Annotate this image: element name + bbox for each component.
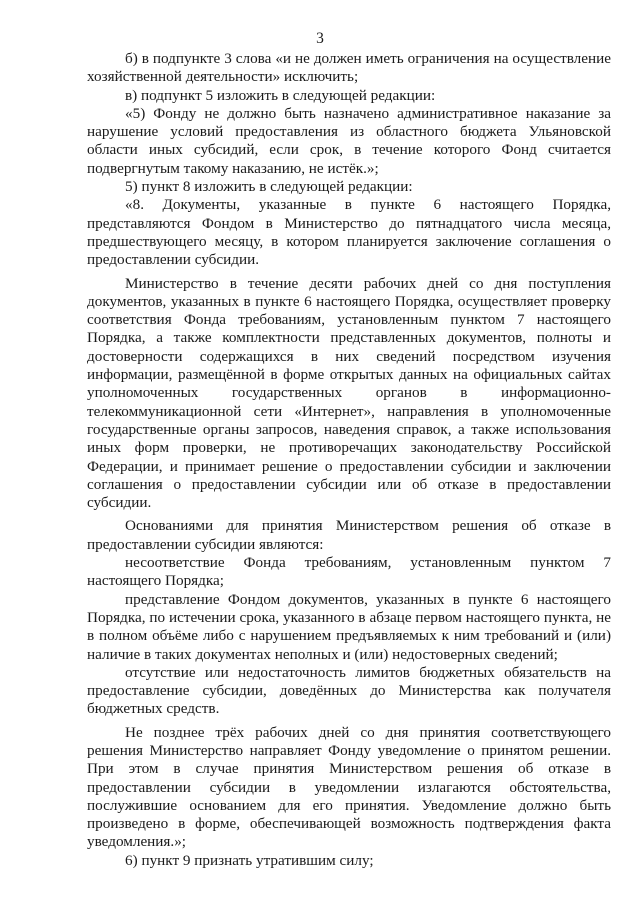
paragraph-notification: Не позднее трёх рабочих дней со дня принятия соответствующего решения Министерство направляет Фонду уведомление о принятом решении. При этом в случае принятия Министерством решения об отказе в предоставлении субсидии в уведомлении излагаются обстоятельства, послужившие основанием для его принятия. Уведомление должно быть произведено в форме, обеспечивающей возможность подтверждения факта уведомления.»;	[87, 723, 611, 851]
paragraph-quote-5: «5) Фонду не должно быть назначено административное наказание за нарушение условий предоставления из областного бюджета Ульяновской области иных субсидий, если срок, в течение которого Фонд считается подвергнутым такому наказанию, не истёк.»;	[87, 104, 611, 177]
paragraph-refusal-grounds: Основаниями для принятия Министерством решения об отказе в предоставлении субсидии являются:	[87, 517, 611, 553]
paragraph-ground-nonconformity: несоответствие Фонда требованиям, установленным пунктом 7 настоящего Порядка;	[87, 554, 611, 590]
page-number: 3	[316, 30, 324, 47]
paragraph-quote-8: «8. Документы, указанные в пункте 6 настоящего Порядка, представляются Фондом в Министерство до пятнадцатого числа месяца, предшествующего месяцу, в котором планируется заключение соглашения о предоставлении субсидии.	[87, 196, 611, 269]
document-body	[87, 50, 611, 870]
paragraph-subpoint-v: в) подпункт 5 изложить в следующей редакции:	[125, 86, 436, 104]
paragraph-ground-documents: представление Фондом документов, указанных в пункте 6 настоящего Порядка, по истечении срока, указанного в абзаце первом настоящего пункта, не в полном объёме либо с нарушением предъявляемых к ним требований и (или) наличие в таких документах неполных и (или) недостоверных сведений;	[87, 590, 611, 663]
paragraph-ground-limits: отсутствие или недостаточность лимитов бюджетных обязательств на предоставление субсидии, доведённых до Министерства как получателя бюджетных средств.	[87, 663, 611, 718]
paragraph-ministry-check: Министерство в течение десяти рабочих дней со дня поступления документов, указанных в пункте 6 настоящего Порядка, осуществляет проверку соответствия Фонда требованиям, установленным пунктом 7 настоящего Порядка, а также комплектности представленных документов, полноты и достоверности содержащихся в них сведений посредством изучения информации, размещённой в форме открытых данных на официальных сайтах уполномоченных государственных органов в информационно-телекоммуникационной сети «Интернет», направления в уполномоченные государственные органы запросов, наведения справок, а также использования иных форм проверки, не противоречащих законодательству Российской Федерации, и принимает решение о предоставлении субсидии и заключении соглашения о предоставлении субсидии или об отказе в предоставлении субсидии.	[87, 274, 611, 512]
paragraph-point-6: 6) пункт 9 признать утратившим силу;	[125, 851, 374, 869]
paragraph-point-5: 5) пункт 8 изложить в следующей редакции:	[125, 178, 413, 196]
paragraph-subpoint-b: б) в подпункте 3 слова «и не должен иметь ограничения на осуществление хозяйственной деятельности» исключить;	[87, 50, 611, 86]
